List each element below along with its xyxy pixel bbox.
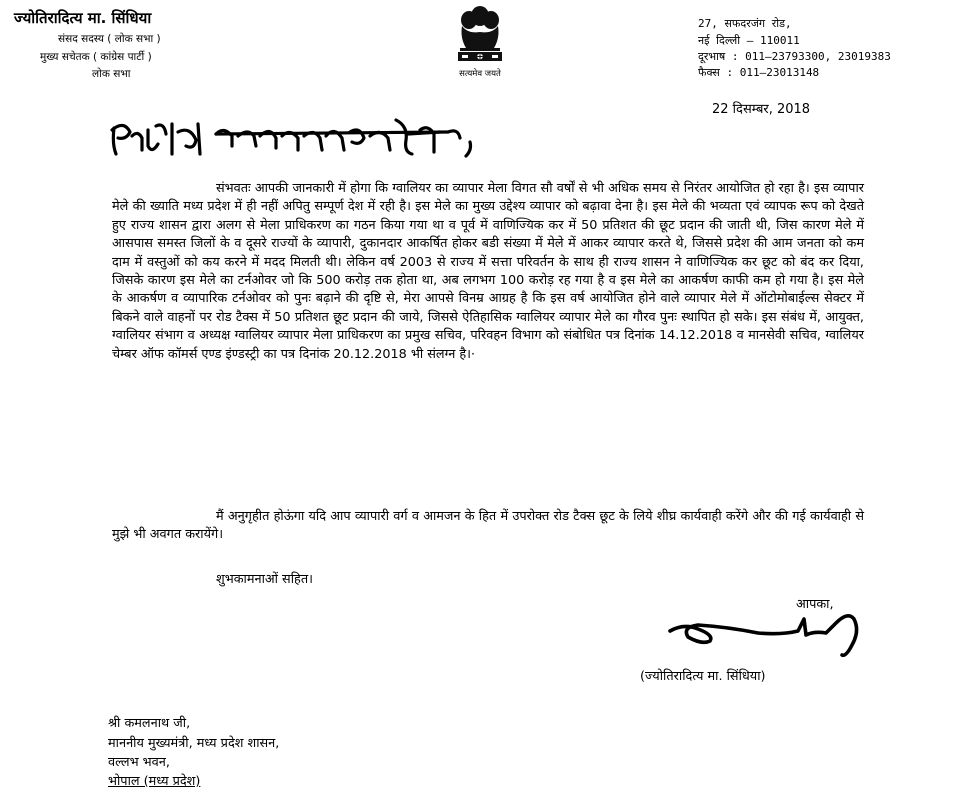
recipient-designation: माननीय मुख्यमंत्री, मध्य प्रदेश शासन, [108, 736, 280, 751]
address-city: नई दिल्ली – 110011 [698, 34, 800, 47]
address-phone: दूरभाष : 011–23793300, 23019383 [698, 50, 891, 63]
address-street: 27, सफदरजंग रोड, [698, 17, 792, 30]
sender-role-mp: संसद सदस्य ( लोक सभा ) [58, 33, 161, 45]
sender-name: ज्योतिरादित्य मा. सिंधिया [14, 9, 152, 27]
letter-valediction: आपका, [796, 597, 834, 612]
letter-body-paragraph-1: संभवतः आपकी जानकारी में होगा कि ग्वालियर का व्यापार मेला विगत सौ वर्षों से भी अधिक समय से निरंतर आयोजित हो रहा है। इस व्यापार मेले की ख्याति मध्य प्रदेश में ही नहीं अपितु सम्पूर्ण देश में रही है। इस मेले का मुख्य उद्देश्य व्यापार को बढ़ावा देना है। इस मेले की भव्यता एवं व्यापक रूप को देखते हुए राज्य शासन द्वारा अलग से मेला प्राधिकरण का गठन किया गया था व पूर्व में वाणिज्यिक कर में 50 प्रतिशत की छूट प्रदान की जाती थी, जिस कारण मेले में आसपास समस्त जिलों के व दूसरे राज्यों के व्यापारी, दुकानदार आकर्षित होकर बडी संख्या में मेले में आकर व्यापार करते थे, जिससे प्रदेश की आम जनता को कम दाम में वस्तुओं को कय करने में मदद मिलती थी। लेकिन वर्ष 2003 से राज्य में सत्ता परिवर्तन के साथ ही राज्य शासन ने वाणिज्यिक कर छूट को बंद कर दिया, जिसके कारण इस मेले का टर्नओवर जो कि 500 करोड़ तक होता था, अब लगभग 100 करोड़ रह गया है व इस मेले का आकर्षण काफी कम हो गया है। इस मेले के आकर्षण व व्यापारिक टर्नओवर को पुनः बढ़ाने की दृष्टि से, मेरा आपसे विनम्र आग्रह है कि इस वर्ष आयोजित होने वाले व्यापार मेले में ऑटोमोबाईल्स सेक्टर में बिकने वाले वाहनों पर रोड टैक्स में 50 प्रतिशत छूट प्रदान की जाये, जिससे ऐतिहासिक ग्वालियर व्यापार मेले का गौरव पुनः स्थापित हो सके। इस संबंध में, आयुक्त, ग्वालियर संभाग व अध्यक्ष ग्वालियर व्यापार मेला प्राधिकरण का प्रमुख सचिव, परिवहन विभाग को संबोधित पत्र दिनांक 14.12.2018 व मानसेवी सचिव, ग्वालियर चेम्बर ऑफ कॉमर्स एण्ड इंण्डस्ट्री का पत्र दिनांक 20.12.2018 भी संलग्न है।· [112, 181, 864, 362]
letter-closing: शुभकामनाओं सहित। [216, 572, 313, 587]
recipient-office: वल्लभ भवन, [108, 755, 170, 770]
signer-name: (ज्योतिरादित्य मा. सिंधिया) [640, 669, 766, 684]
sender-role-whip: मुख्य सचेतक ( कांग्रेस पार्टी ) [40, 51, 152, 63]
letter-body-paragraph-2: मैं अनुगृहीत होऊंगा यदि आप व्यापारी वर्ग व आमजन के हित में उपरोक्त रोड टैक्स छूट के लिये शीघ्र कार्यवाही करेंगे और की गई कार्यवाही से मुझे भी अवगत करायेंगे। [112, 509, 864, 543]
recipient-name: श्री कमलनाथ जी, [108, 716, 191, 731]
recipient-city: भोपाल (मध्य प्रदेश) [108, 774, 201, 789]
handwritten-salutation [108, 110, 498, 162]
sender-role-house: लोक सभा [92, 68, 131, 80]
signature [658, 605, 876, 661]
letter-date: 22 दिसम्बर, 2018 [712, 102, 811, 117]
address-fax: फैक्स : 011–23013148 [698, 66, 820, 79]
emblem-motto: सत्यमेव जयते [459, 69, 501, 79]
